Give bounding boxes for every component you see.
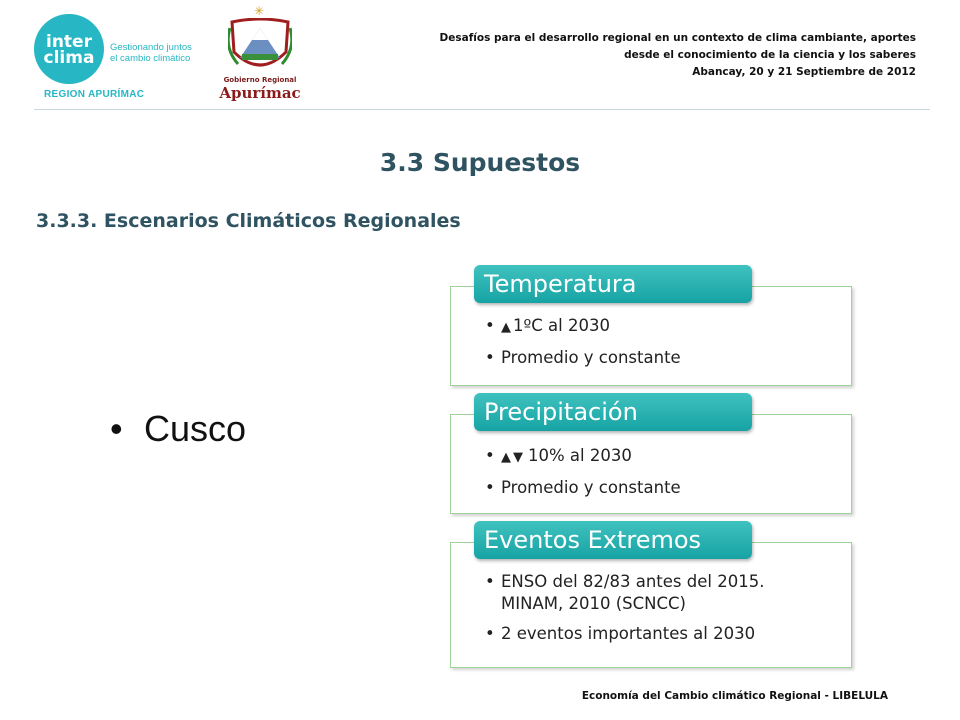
coat-of-arms-icon <box>228 18 292 74</box>
list-item <box>479 445 851 469</box>
event-line-2: desde el conocimiento de la ciencia y los saberes <box>624 49 916 61</box>
list-item <box>479 571 831 615</box>
event-line-3: Abancay, 20 y 21 Septiembre de 2012 <box>692 66 916 78</box>
sun-icon: ✳ <box>254 4 265 18</box>
arrow-down-icon: ▼ <box>513 450 523 465</box>
event-line-1: Desafíos para el desarrollo regional en un contexto de clima cambiante, aportes <box>439 32 916 44</box>
list-item-text: Promedio y constante <box>501 478 681 497</box>
event-header <box>356 30 916 81</box>
region-bullet <box>110 408 246 450</box>
list-item-text: ENSO del 82/83 antes del 2015. MINAM, 2010 (SCNCC) <box>501 572 765 613</box>
interclima-tagline <box>110 42 192 64</box>
tagline-line-2: el cambio climático <box>110 53 191 64</box>
card-label-temperatura: Temperatura <box>474 265 752 303</box>
arrow-up-icon: ▲ <box>501 320 511 335</box>
page-title: 3.3 Supuestos <box>379 148 581 177</box>
card-eventos-extremos <box>450 542 852 668</box>
section-subtitle: 3.3.3. Escenarios Climáticos Regionales <box>36 210 461 232</box>
gobierno-big-label: Apurímac <box>219 84 301 102</box>
logo-word-clima: clima <box>43 48 95 68</box>
list-item-text: 10% al 2030 <box>528 446 632 465</box>
arrow-up-icon: ▲ <box>501 450 511 465</box>
list-item <box>479 347 851 369</box>
list-item <box>479 623 831 645</box>
region-bullet-text: Cusco <box>144 408 247 449</box>
list-item-text: 2 eventos importantes al 2030 <box>501 624 756 643</box>
list-item-text: Promedio y constante <box>501 348 681 367</box>
interclima-logo-mark <box>34 14 104 84</box>
logo-word-inter: inter <box>46 32 92 52</box>
card-label-precipitacion: Precipitación <box>474 393 752 431</box>
interclima-logo <box>34 14 194 104</box>
list-item-text: 1ºC al 2030 <box>513 316 610 335</box>
bullet-dot: • <box>110 408 123 449</box>
gobierno-small-label: Gobierno Regional <box>223 76 297 84</box>
list-item <box>479 315 851 339</box>
tagline-line-1: Gestionando juntos <box>110 42 192 53</box>
footer-credit: Economía del Cambio climático Regional - LIBELULA <box>581 690 888 702</box>
gobierno-regional-logo <box>220 4 300 104</box>
list-item <box>479 477 851 499</box>
card-label-eventos-extremos: Eventos Extremos <box>474 521 752 559</box>
region-label: REGION APURÍMAC <box>44 89 145 100</box>
header-divider <box>34 109 930 110</box>
